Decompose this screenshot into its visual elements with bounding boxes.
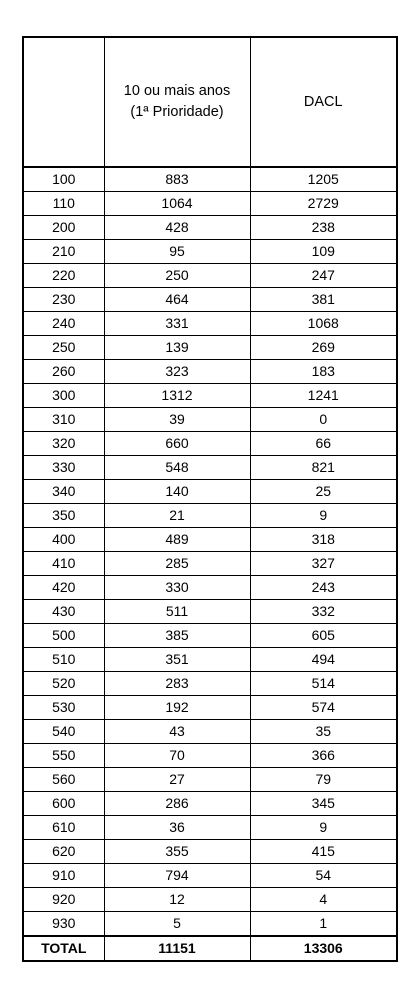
dacl-value-cell: 345 xyxy=(250,792,397,816)
code-cell: 260 xyxy=(23,360,104,384)
table-row xyxy=(23,360,397,384)
table-body xyxy=(23,167,397,936)
priority-value-cell: 140 xyxy=(104,480,250,504)
dacl-value-cell: 9 xyxy=(250,504,397,528)
table-row xyxy=(23,167,397,192)
header-priority-line2: (1ª Prioridade) xyxy=(130,104,224,120)
header-code-cell xyxy=(23,37,104,167)
dacl-value-cell: 238 xyxy=(250,216,397,240)
priority-value-cell: 883 xyxy=(104,167,250,192)
table-row xyxy=(23,264,397,288)
dacl-value-cell: 1068 xyxy=(250,312,397,336)
total-priority-cell: 11151 xyxy=(104,936,250,961)
table-row xyxy=(23,552,397,576)
code-cell: 340 xyxy=(23,480,104,504)
table-header xyxy=(23,37,397,167)
dacl-value-cell: 66 xyxy=(250,432,397,456)
code-cell: 200 xyxy=(23,216,104,240)
table-row xyxy=(23,744,397,768)
table-row xyxy=(23,288,397,312)
dacl-value-cell: 247 xyxy=(250,264,397,288)
dacl-value-cell: 514 xyxy=(250,672,397,696)
code-cell: 560 xyxy=(23,768,104,792)
dacl-value-cell: 821 xyxy=(250,456,397,480)
dacl-value-cell: 366 xyxy=(250,744,397,768)
dacl-value-cell: 109 xyxy=(250,240,397,264)
table-row xyxy=(23,792,397,816)
priority-value-cell: 192 xyxy=(104,696,250,720)
table-row xyxy=(23,768,397,792)
dacl-value-cell: 332 xyxy=(250,600,397,624)
data-table xyxy=(22,36,398,962)
code-cell: 400 xyxy=(23,528,104,552)
table-row xyxy=(23,192,397,216)
priority-value-cell: 1312 xyxy=(104,384,250,408)
table-row xyxy=(23,624,397,648)
priority-value-cell: 660 xyxy=(104,432,250,456)
code-cell: 250 xyxy=(23,336,104,360)
dacl-value-cell: 2729 xyxy=(250,192,397,216)
dacl-value-cell: 79 xyxy=(250,768,397,792)
total-dacl-cell: 13306 xyxy=(250,936,397,961)
dacl-value-cell: 381 xyxy=(250,288,397,312)
priority-value-cell: 43 xyxy=(104,720,250,744)
priority-value-cell: 285 xyxy=(104,552,250,576)
priority-value-cell: 36 xyxy=(104,816,250,840)
code-cell: 530 xyxy=(23,696,104,720)
code-cell: 910 xyxy=(23,864,104,888)
priority-value-cell: 428 xyxy=(104,216,250,240)
priority-value-cell: 511 xyxy=(104,600,250,624)
total-label-cell: TOTAL xyxy=(23,936,104,961)
table-row xyxy=(23,504,397,528)
priority-value-cell: 323 xyxy=(104,360,250,384)
code-cell: 600 xyxy=(23,792,104,816)
priority-value-cell: 283 xyxy=(104,672,250,696)
header-row xyxy=(23,37,397,167)
code-cell: 350 xyxy=(23,504,104,528)
priority-value-cell: 12 xyxy=(104,888,250,912)
code-cell: 430 xyxy=(23,600,104,624)
table-row xyxy=(23,216,397,240)
code-cell: 240 xyxy=(23,312,104,336)
priority-value-cell: 331 xyxy=(104,312,250,336)
code-cell: 320 xyxy=(23,432,104,456)
priority-value-cell: 1064 xyxy=(104,192,250,216)
priority-value-cell: 489 xyxy=(104,528,250,552)
table-row xyxy=(23,720,397,744)
code-cell: 540 xyxy=(23,720,104,744)
priority-value-cell: 250 xyxy=(104,264,250,288)
code-cell: 930 xyxy=(23,912,104,937)
dacl-value-cell: 243 xyxy=(250,576,397,600)
priority-value-cell: 794 xyxy=(104,864,250,888)
table-row xyxy=(23,912,397,937)
dacl-value-cell: 1241 xyxy=(250,384,397,408)
dacl-value-cell: 494 xyxy=(250,648,397,672)
code-cell: 110 xyxy=(23,192,104,216)
priority-value-cell: 548 xyxy=(104,456,250,480)
data-sheet xyxy=(22,36,396,962)
code-cell: 520 xyxy=(23,672,104,696)
dacl-value-cell: 25 xyxy=(250,480,397,504)
table-row xyxy=(23,384,397,408)
table-row xyxy=(23,240,397,264)
total-row xyxy=(23,936,397,961)
table-row xyxy=(23,528,397,552)
dacl-value-cell: 605 xyxy=(250,624,397,648)
dacl-value-cell: 1 xyxy=(250,912,397,937)
table-row xyxy=(23,696,397,720)
code-cell: 100 xyxy=(23,167,104,192)
code-cell: 420 xyxy=(23,576,104,600)
code-cell: 510 xyxy=(23,648,104,672)
header-dacl-cell: DACL xyxy=(250,37,397,167)
header-priority-line1: 10 ou mais anos xyxy=(123,83,231,99)
table-row xyxy=(23,480,397,504)
code-cell: 620 xyxy=(23,840,104,864)
code-cell: 410 xyxy=(23,552,104,576)
dacl-value-cell: 4 xyxy=(250,888,397,912)
table-footer xyxy=(23,936,397,961)
table-row xyxy=(23,600,397,624)
dacl-value-cell: 183 xyxy=(250,360,397,384)
code-cell: 500 xyxy=(23,624,104,648)
priority-value-cell: 464 xyxy=(104,288,250,312)
priority-value-cell: 286 xyxy=(104,792,250,816)
priority-value-cell: 27 xyxy=(104,768,250,792)
priority-value-cell: 39 xyxy=(104,408,250,432)
priority-value-cell: 330 xyxy=(104,576,250,600)
table-row xyxy=(23,888,397,912)
code-cell: 300 xyxy=(23,384,104,408)
table-row xyxy=(23,672,397,696)
dacl-value-cell: 54 xyxy=(250,864,397,888)
priority-value-cell: 5 xyxy=(104,912,250,937)
dacl-value-cell: 9 xyxy=(250,816,397,840)
table-row xyxy=(23,648,397,672)
priority-value-cell: 355 xyxy=(104,840,250,864)
dacl-value-cell: 0 xyxy=(250,408,397,432)
table-row xyxy=(23,408,397,432)
code-cell: 610 xyxy=(23,816,104,840)
table-row xyxy=(23,576,397,600)
dacl-value-cell: 269 xyxy=(250,336,397,360)
dacl-value-cell: 327 xyxy=(250,552,397,576)
table-row xyxy=(23,456,397,480)
code-cell: 330 xyxy=(23,456,104,480)
dacl-value-cell: 415 xyxy=(250,840,397,864)
dacl-value-cell: 1205 xyxy=(250,167,397,192)
code-cell: 920 xyxy=(23,888,104,912)
code-cell: 210 xyxy=(23,240,104,264)
table-row xyxy=(23,312,397,336)
dacl-value-cell: 318 xyxy=(250,528,397,552)
table-row xyxy=(23,840,397,864)
table-row xyxy=(23,336,397,360)
code-cell: 220 xyxy=(23,264,104,288)
code-cell: 310 xyxy=(23,408,104,432)
priority-value-cell: 385 xyxy=(104,624,250,648)
code-cell: 230 xyxy=(23,288,104,312)
table-row xyxy=(23,864,397,888)
priority-value-cell: 95 xyxy=(104,240,250,264)
dacl-value-cell: 35 xyxy=(250,720,397,744)
priority-value-cell: 139 xyxy=(104,336,250,360)
priority-value-cell: 351 xyxy=(104,648,250,672)
dacl-value-cell: 574 xyxy=(250,696,397,720)
header-priority-cell xyxy=(104,37,250,167)
priority-value-cell: 70 xyxy=(104,744,250,768)
table-row xyxy=(23,432,397,456)
code-cell: 550 xyxy=(23,744,104,768)
priority-value-cell: 21 xyxy=(104,504,250,528)
table-row xyxy=(23,816,397,840)
